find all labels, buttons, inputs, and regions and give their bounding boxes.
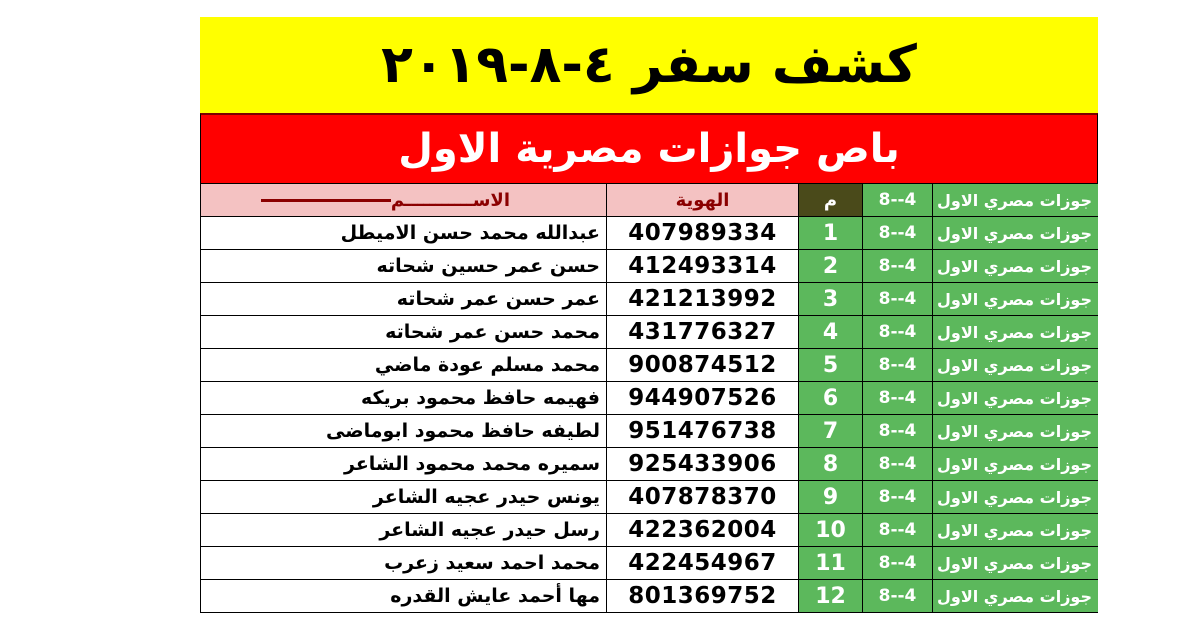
table-row [201,448,1099,481]
row-passport-group: جوزات مصري الاول [933,217,1099,250]
header-date: 8--4 [863,184,933,217]
header-id: الهوية [607,184,799,217]
row-number: 6 [799,382,863,415]
row-name: رسل حيدر عجيه الشاعر [201,514,607,547]
header-num: م [799,184,863,217]
table-row [201,316,1099,349]
row-name: مها أحمد عايش القدره [201,580,607,613]
row-name: لطيفه حافظ محمود ابوماضى [201,415,607,448]
row-number: 5 [799,349,863,382]
row-id: 422362004 [607,514,799,547]
row-name: حسن عمر حسين شحاته [201,250,607,283]
subtitle-text: باص جوازات مصرية الاول [398,126,900,172]
row-id: 431776327 [607,316,799,349]
row-passport-group: جوزات مصري الاول [933,283,1099,316]
row-passport-group: جوزات مصري الاول [933,382,1099,415]
travel-list-sheet [200,17,1098,630]
row-id: 407878370 [607,481,799,514]
table-row [201,547,1099,580]
table-row [201,481,1099,514]
row-passport-group: جوزات مصري الاول [933,580,1099,613]
row-passport-group: جوزات مصري الاول [933,415,1099,448]
row-id: 407989334 [607,217,799,250]
row-date: 8--4 [863,415,933,448]
row-number: 7 [799,415,863,448]
row-date: 8--4 [863,283,933,316]
row-id: 951476738 [607,415,799,448]
table-row [201,250,1099,283]
table-row [201,283,1099,316]
row-date: 8--4 [863,316,933,349]
row-number: 8 [799,448,863,481]
row-date: 8--4 [863,580,933,613]
title-text: كشف سفر ٤-٨-٢٠١٩ [381,35,917,95]
table-row [201,349,1099,382]
row-passport-group: جوزات مصري الاول [933,250,1099,283]
row-passport-group: جوزات مصري الاول [933,448,1099,481]
row-id: 944907526 [607,382,799,415]
row-date: 8--4 [863,547,933,580]
row-name: محمد احمد سعيد زعرب [201,547,607,580]
row-name: عمر حسن عمر شحاته [201,283,607,316]
row-number: 9 [799,481,863,514]
row-id: 422454967 [607,547,799,580]
table-row [201,217,1099,250]
row-date: 8--4 [863,250,933,283]
table-row [201,514,1099,547]
row-number: 1 [799,217,863,250]
row-passport-group: جوزات مصري الاول [933,481,1099,514]
row-number: 10 [799,514,863,547]
row-name: سميره محمد محمود الشاعر [201,448,607,481]
page-title [200,17,1098,113]
row-number: 11 [799,547,863,580]
row-passport-group: جوزات مصري الاول [933,316,1099,349]
row-name: محمد مسلم عودة ماضي [201,349,607,382]
row-date: 8--4 [863,217,933,250]
row-name: عبدالله محمد حسن الاميطل [201,217,607,250]
passenger-table [200,183,1098,613]
row-date: 8--4 [863,448,933,481]
table-row [201,580,1099,613]
row-passport-group: جوزات مصري الاول [933,514,1099,547]
table-row [201,382,1099,415]
header-name: الاســـــــــــم [201,184,607,217]
row-number: 3 [799,283,863,316]
row-id: 801369752 [607,580,799,613]
header-pass: جوزات مصري الاول [933,184,1099,217]
table-header-row [201,184,1099,217]
row-name: محمد حسن عمر شحاته [201,316,607,349]
row-date: 8--4 [863,514,933,547]
row-id: 900874512 [607,349,799,382]
row-passport-group: جوزات مصري الاول [933,547,1099,580]
row-number: 4 [799,316,863,349]
row-name: يونس حيدر عجيه الشاعر [201,481,607,514]
row-number: 2 [799,250,863,283]
row-date: 8--4 [863,349,933,382]
bus-title [200,113,1098,185]
table-row [201,415,1099,448]
row-name: فهيمه حافظ محمود بريكه [201,382,607,415]
row-date: 8--4 [863,481,933,514]
row-id: 925433906 [607,448,799,481]
row-id: 412493314 [607,250,799,283]
row-date: 8--4 [863,382,933,415]
row-id: 421213992 [607,283,799,316]
header-underline [261,199,391,202]
row-number: 12 [799,580,863,613]
row-passport-group: جوزات مصري الاول [933,349,1099,382]
